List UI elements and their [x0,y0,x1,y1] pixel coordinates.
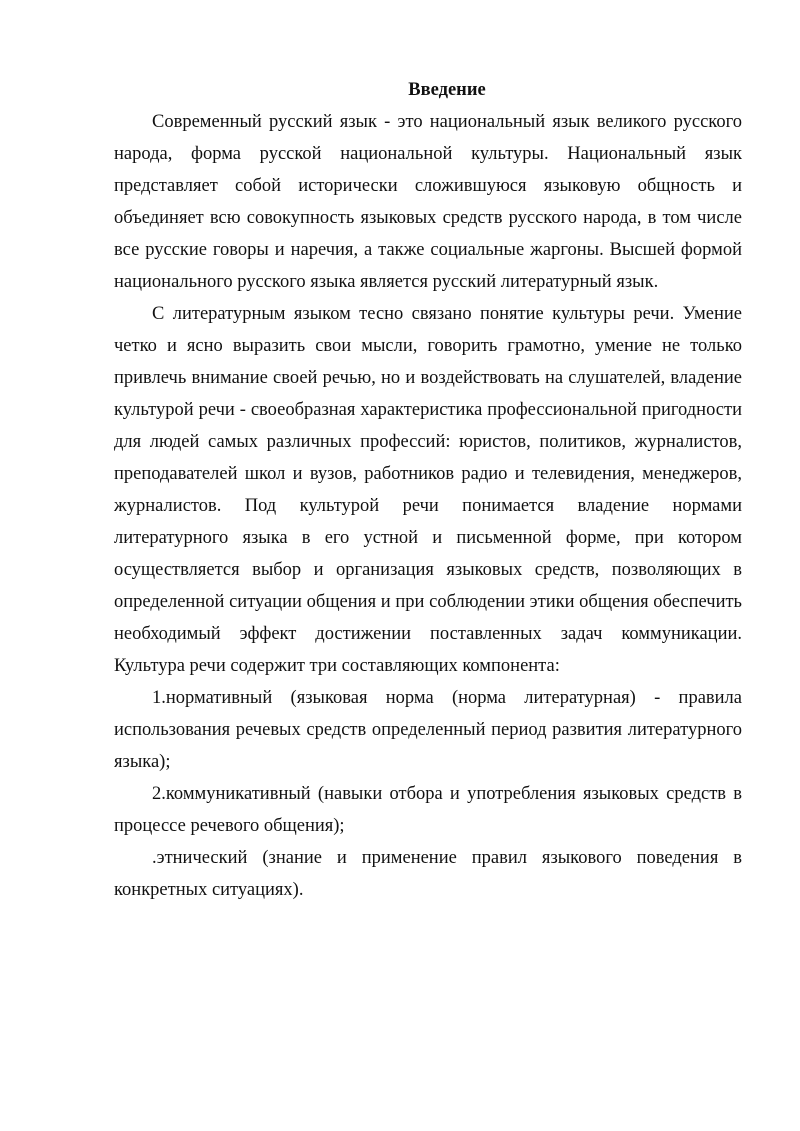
list-item-normative: 1.нормативный (языковая норма (норма литературная) - правила использования речевых средств определенный период развития литературного языка); [114,688,742,772]
list-item-communicative: 2.коммуникативный (навыки отбора и употребления языковых средств в процессе речевого общения); [114,784,742,836]
document-body [114,74,742,906]
document-title: Введение [408,80,486,100]
list-item-ethical: .этнический (знание и применение правил языкового поведения в конкретных ситуациях). [114,848,742,900]
paragraph-intro: Современный русский язык - это национальный язык великого русского народа, форма русской национальной культуры. Национальный язык представляет собой исторически сложившуюся языковую общность и объединяет всю совокупность языковых средств русского народа, в том числе все русские говоры и наречия, а также социальные жаргоны. Высшей формой национального русского языка является русский литературный язык. [114,112,742,292]
paragraph-speech-culture: С литературным языком тесно связано понятие культуры речи. Умение четко и ясно выразить свои мысли, говорить грамотно, умение не только привлечь внимание своей речью, но и воздействовать на слушателей, владение культурой речи - своеобразная характеристика профессиональной пригодности для людей самых различных профессий: юристов, политиков, журналистов, преподавателей школ и вузов, работников радио и телевидения, менеджеров, журналистов. Под культурой речи понимается владение нормами литературного языка в его устной и письменной форме, при котором осуществляется выбор и организация языковых средств, позволяющих в определенной ситуации общения и при соблюдении этики общения обеспечить необходимый эффект достижении поставленных задач коммуникации. Культура речи содержит три составляющих компонента: [114,304,742,676]
